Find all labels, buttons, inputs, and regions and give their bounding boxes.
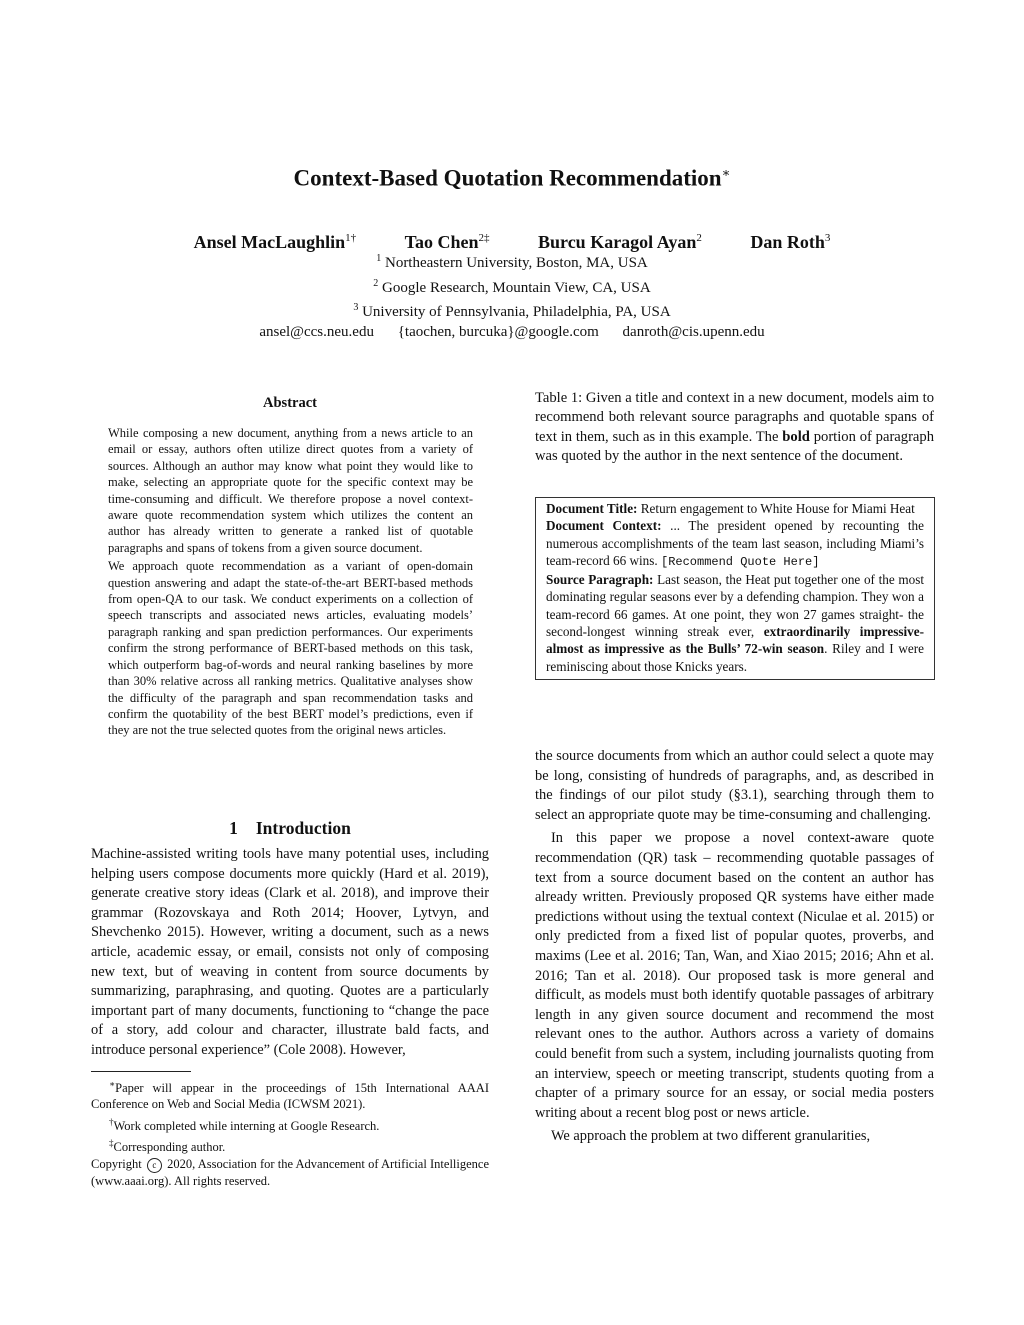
paper-title: [0, 158, 1024, 194]
source-paragraph-text: Last season, the Heat put together one of the most dominating regular seasons ever by a defending champion. They won a team-record 66 games. At one point, they won 27 games straight- the second-longest winning streak ever,: [546, 572, 924, 640]
footnote-text: Paper will appear in the proceedings of 15th International AAAI Conference on Web and Social Media (ICWSM 2021).: [91, 1081, 489, 1112]
author-mark: 1†: [345, 232, 357, 244]
footnotes: [91, 1076, 489, 1190]
footnote: [91, 1114, 489, 1134]
introduction-body: [91, 845, 489, 1061]
source-paragraph-text: . Riley and I were reminiscing about those Knicks years.: [546, 641, 924, 674]
copyright-icon: c: [147, 1158, 162, 1173]
author-name: Burcu Karagol Ayan: [538, 232, 697, 252]
right-column-body: [535, 747, 934, 1151]
caption-bold: bold: [782, 428, 810, 445]
email-list: [0, 323, 1024, 343]
affiliation: [0, 274, 1024, 299]
title-footnote-mark: ∗: [721, 165, 731, 180]
author-mark: 2: [696, 232, 702, 244]
abstract-paragraph: While composing a new document, anything from a news article to an email or essay, authors often utilize direct quotes from a variety of sources. Although an author may know what point they would like to make, selecting an appropriate quote for the specific context may be time-consuming and difficult. We therefore propose a novel context-aware quote recommendation system which utilizes the content an author has already written to generate a ranked list of quotable paragraphs and spans of tokens from a given source document.: [108, 426, 473, 555]
section-title: Introduction: [255, 818, 351, 838]
quoted-span: extraordinarily impressive- almost as impressive as the Bulls’ 72-win season: [546, 624, 925, 657]
source-paragraph-label: Source Paragraph:: [546, 572, 654, 588]
footnote-text: Work completed while interning at Google Research.: [113, 1118, 380, 1133]
document-title-value: Return engagement to White House for Miami Heat: [640, 501, 915, 516]
affiliation: [0, 298, 1024, 323]
recommend-quote-tag: [Recommend Quote Here]: [661, 554, 820, 569]
copyright-notice: [91, 1156, 489, 1189]
body-paragraph: In this paper we propose a novel context-aware quote recommendation (QR) task – recommending quotable passages of text from a source document based on the content an author has already written. Previously proposed QR systems have either made predictions without using the textual context (Niculae et al. 2015) or only predicted from a fixed list of popular quotes, proverbs, and maxims (Lee et al. 2016; Tan, Wan, and Xiao 2015; 2016; Ahn et al. 2016; Tan et al. 2018). Our proposed task is more general and difficult, as models must both identify quotable passages of arbitrary length in any given source document and recommend the most relevant ones to the author. Authors across a variety of domains could benefit from such a system, including journalists quoting from an interview, speech or meeting transcript, students quoting from a chapter of a primary source for an essay, or social media posters writing about a recent blog post or news article.: [535, 830, 934, 1121]
affiliation-mark: 1: [376, 253, 382, 264]
affiliation: [0, 249, 1024, 274]
body-paragraph: the source documents from which an author could select a quote may be long, consisting of hundreds of paragraphs, and, as described in the findings of our pilot study (§3.1), searching through them to select an appropriate quote may be time-consuming and challenging.: [535, 748, 934, 823]
author-mark: 3: [824, 232, 831, 244]
abstract-body: [108, 425, 473, 741]
copyright-label: Copyright: [91, 1157, 142, 1172]
footnote-mark: ∗: [109, 1079, 116, 1089]
author-name: Tao Chen: [404, 232, 479, 252]
footnote-divider: [91, 1071, 191, 1072]
body-paragraph: Machine-assisted writing tools have many potential uses, including helping users compose documents more quickly (Hard et al. 2019), generate creative story ideas (Clark et al. 2018), and improve their grammar (Rozovskaya and Roth 2014; Hoover, Lytvyn, and Shevchenko 2015). However, writing a document, such as a news article, academic essay, or email, consists not only of composing new text, but of weaving in content from source documents by summarizing, paraphrasing, and quoting. Quotes are a particularly important part of many documents, functioning to “change the pace of a story, add colour and character, illustrate bald facts, and introduce personal experience” (Cole 2008). However,: [91, 846, 489, 1058]
affiliation-text: Google Research, Mountain View, CA, USA: [382, 279, 651, 296]
abstract-heading: Abstract: [263, 395, 317, 411]
abstract-paragraph: We approach quote recommendation as a variant of open-domain question answering and adapt the state-of-the-art BERT-based methods from open-QA to our task. We conduct experiments on a collection of speech transcripts and associated news articles, evaluating models’ paragraph ranking and span prediction performances. Our experiments confirm the strong performance of BERT-based methods on this task, which outperform bag-of-words and neural ranking baselines by more than 30% relative across all ranking metrics. Qualitative analyses show the difficulty of the paragraph and span recommendation tasks and confirm the quotability of the best BERT model’s predictions, even if they are not the true selected quotes from the original news articles.: [108, 559, 473, 738]
footnote: [91, 1135, 489, 1155]
document-context-label: Document Context:: [546, 518, 662, 534]
body-paragraph: We approach the problem at two different granularities,: [551, 1128, 871, 1145]
affiliations: [0, 249, 1024, 342]
document-context-row: [546, 517, 924, 571]
footnote: [91, 1076, 489, 1113]
author-name: Ansel MacLaughlin: [193, 232, 346, 252]
source-paragraph-row: [546, 571, 924, 675]
copyright-text: 2020, Association for the Advancement of Artificial Intelligence (www.aaai.org). All rights reserved.: [91, 1157, 490, 1188]
affiliation-mark: 3: [353, 302, 359, 313]
title-text: Context-Based Quotation Recommendation: [293, 165, 722, 191]
section-heading-introduction: [91, 817, 489, 839]
email: ansel@ccs.neu.edu: [259, 323, 374, 340]
document-title-label: Document Title:: [546, 501, 638, 516]
caption-text: portion of paragraph was quoted by the author in the next sentence of the document.: [535, 428, 935, 464]
author-name: Dan Roth: [750, 232, 825, 252]
affiliation-text: University of Pennsylvania, Philadelphia, PA, USA: [362, 304, 671, 320]
affiliation-text: Northeastern University, Boston, MA, USA: [384, 255, 648, 271]
document-context-value: ... The president opened by recounting the numerous accomplishments of the team last season, including Miami’s team-record 66 wins.: [546, 518, 924, 568]
author-mark: 2‡: [478, 232, 490, 244]
affiliation-mark: 2: [373, 277, 379, 289]
email: {taochen, burcuka}@google.com: [397, 323, 599, 340]
caption-text: Table 1: Given a title and context in a new document, models aim to recommend both relevant source paragraphs and quotable spans of text in them, such as in this example. The: [535, 390, 934, 445]
footnote-text: Corresponding author.: [113, 1140, 226, 1155]
email: danroth@cis.upenn.edu: [622, 323, 765, 340]
table-caption: [535, 389, 934, 466]
section-number: 1: [229, 818, 238, 838]
footnote-mark: †: [109, 1116, 114, 1127]
footnote-mark: ‡: [109, 1137, 114, 1148]
table-example-box: [535, 497, 935, 680]
document-title-row: [546, 500, 924, 517]
